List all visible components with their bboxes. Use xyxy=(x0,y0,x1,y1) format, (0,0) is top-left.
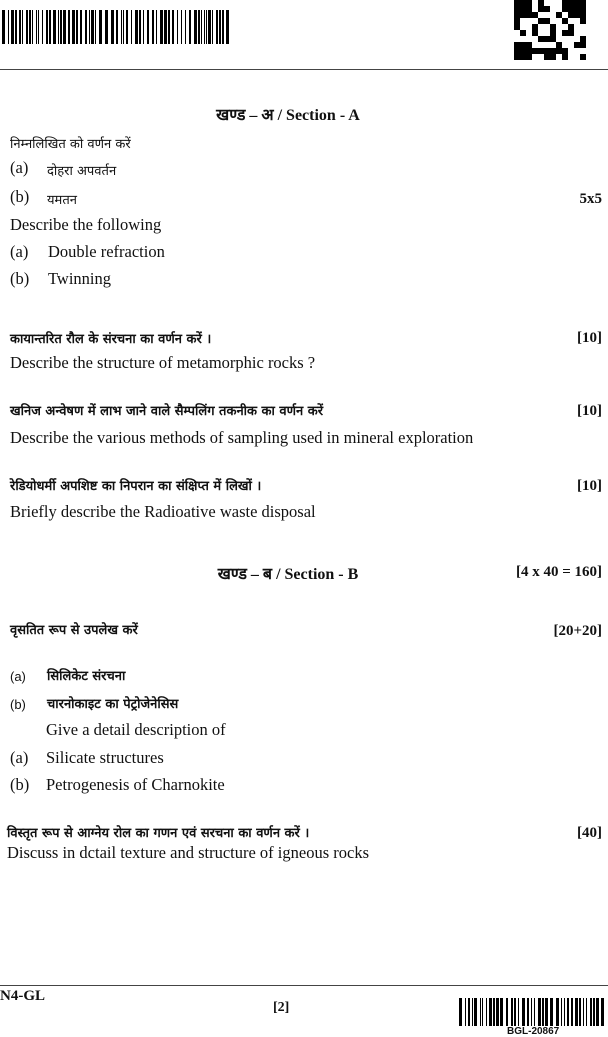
b-q1-english-b-marker: (b) xyxy=(10,775,30,794)
section-b-heading: खण्ड – ब / Section - B xyxy=(217,566,359,583)
a-q3-hindi: खनिज अन्वेषण में लाभ जाने वाले सैम्पलिंग तकनीक का वर्णन करें xyxy=(10,404,324,419)
footer-page-number: [2] xyxy=(273,1000,290,1015)
a-q1-hindi-a: दोहरा अपवर्तन xyxy=(47,164,117,179)
section-a-heading: खण्ड – अ / Section - A xyxy=(216,107,360,124)
b-q2-hindi: विस्तृत रूप से आग्नेय रोल का गणन एवं सरचना का वर्णन करें । xyxy=(7,826,310,841)
qr-module xyxy=(580,54,586,60)
b-q1-hindi-a-marker: (a) xyxy=(10,669,26,684)
a-q2-english: Describe the structure of metamorphic rocks ? xyxy=(10,353,316,372)
barcode-bar xyxy=(229,10,230,44)
qr-code xyxy=(514,0,586,60)
b-q1-english-a-marker: (a) xyxy=(10,748,29,767)
footer-code: N4-GL xyxy=(0,988,45,1004)
header-divider xyxy=(0,69,608,70)
section-b-marks: [4 x 40 = 160] xyxy=(515,564,602,580)
barcode-bar xyxy=(604,998,605,1026)
b-q1-marks: [20+20] xyxy=(553,623,602,639)
a-q1-hindi-b-marker: (b) xyxy=(10,187,30,206)
a-q2-hindi: कायान्तरित रौल के संरचना का वर्णन करें । xyxy=(10,332,212,347)
a-q1-marks: 5x5 xyxy=(579,191,602,207)
b-q2-english: Discuss in dctail texture and structure of igneous rocks xyxy=(7,843,369,862)
a-q1-hindi-b: यमतन xyxy=(47,193,77,208)
b-q1-hindi-a: सिलिकेट संरचना xyxy=(47,669,126,684)
b-q1-english-b: Petrogenesis of Charnokite xyxy=(46,775,225,794)
footer-serial: BGL-20867 xyxy=(507,1026,560,1037)
b-q1-hindi-b-marker: (b) xyxy=(10,697,26,712)
a-q1-english-b: Twinning xyxy=(48,269,112,288)
a-q1-hindi-a-marker: (a) xyxy=(10,158,29,177)
top-barcode xyxy=(2,10,230,44)
b-q1-english-prompt: Give a detail description of xyxy=(46,720,226,739)
a-q1-hindi-prompt: निम्नलिखित को वर्णन करें xyxy=(10,137,131,152)
a-q4-english: Briefly describe the Radioative waste disposal xyxy=(10,502,316,521)
b-q2-marks: [40] xyxy=(577,825,602,841)
a-q1-english-a-marker: (a) xyxy=(10,242,29,261)
a-q4-marks: [10] xyxy=(577,478,602,494)
a-q4-hindi: रेडियोधर्मी अपशिष्ट का निपरान का संक्षिप्त में लिखों । xyxy=(10,479,262,494)
a-q1-english-a: Double refraction xyxy=(48,242,165,261)
a-q3-english: Describe the various methods of sampling used in mineral exploration xyxy=(10,428,474,447)
a-q1-english-prompt: Describe the following xyxy=(10,215,162,234)
b-q1-hindi-prompt: वृसतित रूप से उपलेख करें xyxy=(10,623,138,638)
b-q1-english-a: Silicate structures xyxy=(46,748,164,767)
footer-divider xyxy=(0,985,608,986)
a-q3-marks: [10] xyxy=(577,403,602,419)
a-q1-english-b-marker: (b) xyxy=(10,269,30,288)
a-q2-marks: [10] xyxy=(577,330,602,346)
b-q1-hindi-b: चारनोकाइट का पेट्रोजेनेसिस xyxy=(47,697,179,712)
footer-barcode xyxy=(459,998,605,1026)
